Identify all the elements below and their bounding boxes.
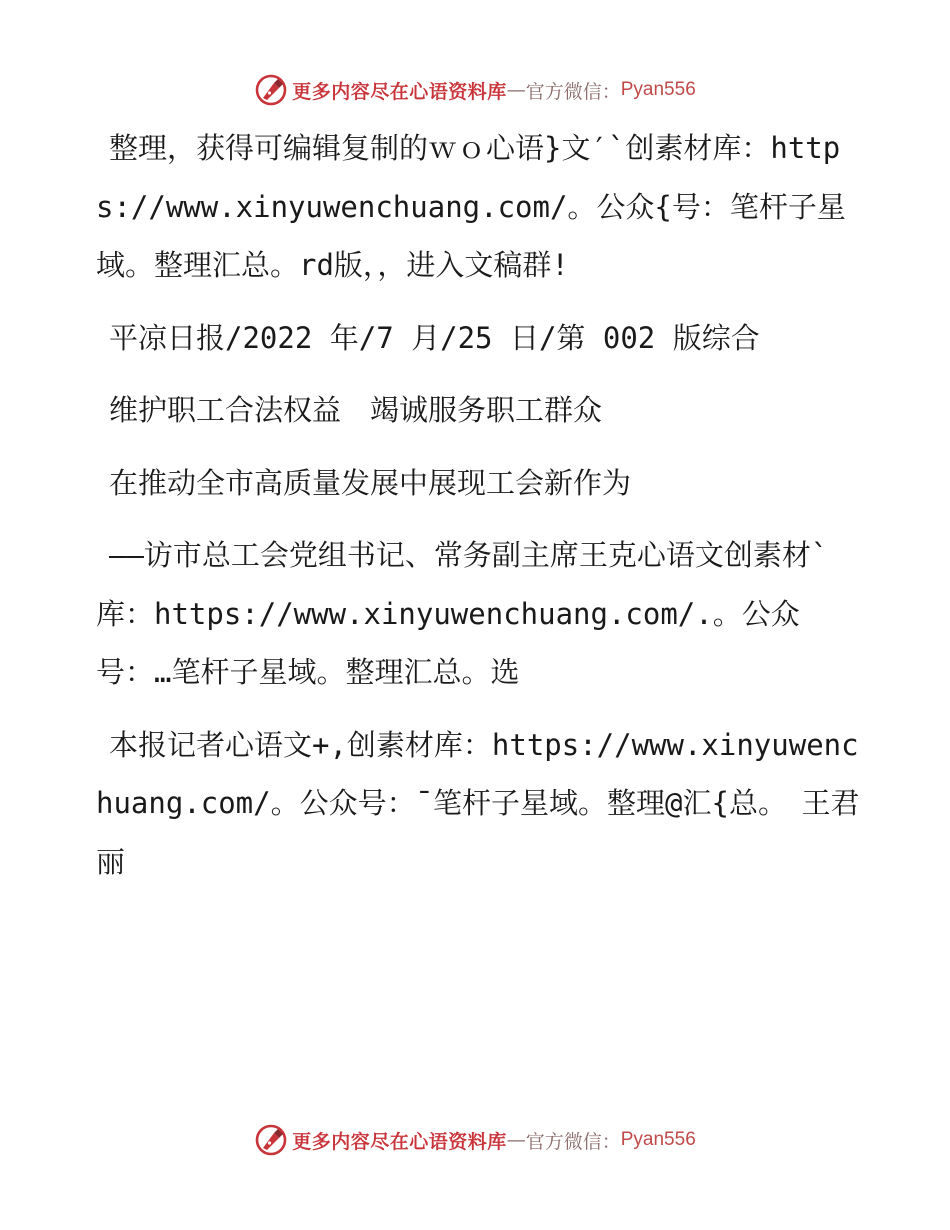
footer-banner	[0, 1120, 950, 1160]
banner-wechat-id: Pyan556	[620, 79, 696, 100]
document-body	[96, 119, 866, 891]
headline-line-1: 维护职工合法权益 竭诚服务职工群众	[109, 393, 603, 427]
banner-wechat-label: 官方微信：	[525, 1130, 621, 1153]
source-line: 平凉日报/2022 年/7 月/25 日/第 002 版综合	[109, 320, 760, 355]
subheadline: ——访市总工会党组书记、常务副主席王克心语文创素材`库：https://www.xinyuwenchuang.com/.。公众号：…笔杆子星域。整理汇总。选	[96, 538, 829, 689]
pen-nib-circle-icon	[254, 1123, 288, 1157]
byline: 本报记者心语文+,创素材库：https://www.xinyuwenchuang.com/。公众号：¯笔杆子星域。整理@汇{总。 王君丽	[96, 727, 860, 879]
banner-title: 更多内容尽在心语资料库	[292, 1130, 507, 1153]
headline-line-2: 在推动全市高质量发展中展现工会新作为	[109, 465, 632, 500]
banner-wechat-id: Pyan556	[620, 1129, 696, 1150]
banner-title: 更多内容尽在心语资料库	[292, 80, 507, 103]
intro-paragraph: 整理，获得可编辑复制的ｗｏ心语}文′`创素材库：https://www.xinyuwenchuang.com/。公众{号：笔杆子星域。整理汇总。rd版，，进入文稿群!	[96, 131, 846, 282]
banner-separator: —	[506, 1129, 526, 1151]
pen-nib-circle-icon	[254, 73, 288, 107]
banner-separator: —	[506, 79, 526, 101]
banner-wechat-label: 官方微信：	[525, 80, 621, 103]
header-banner	[0, 70, 950, 110]
